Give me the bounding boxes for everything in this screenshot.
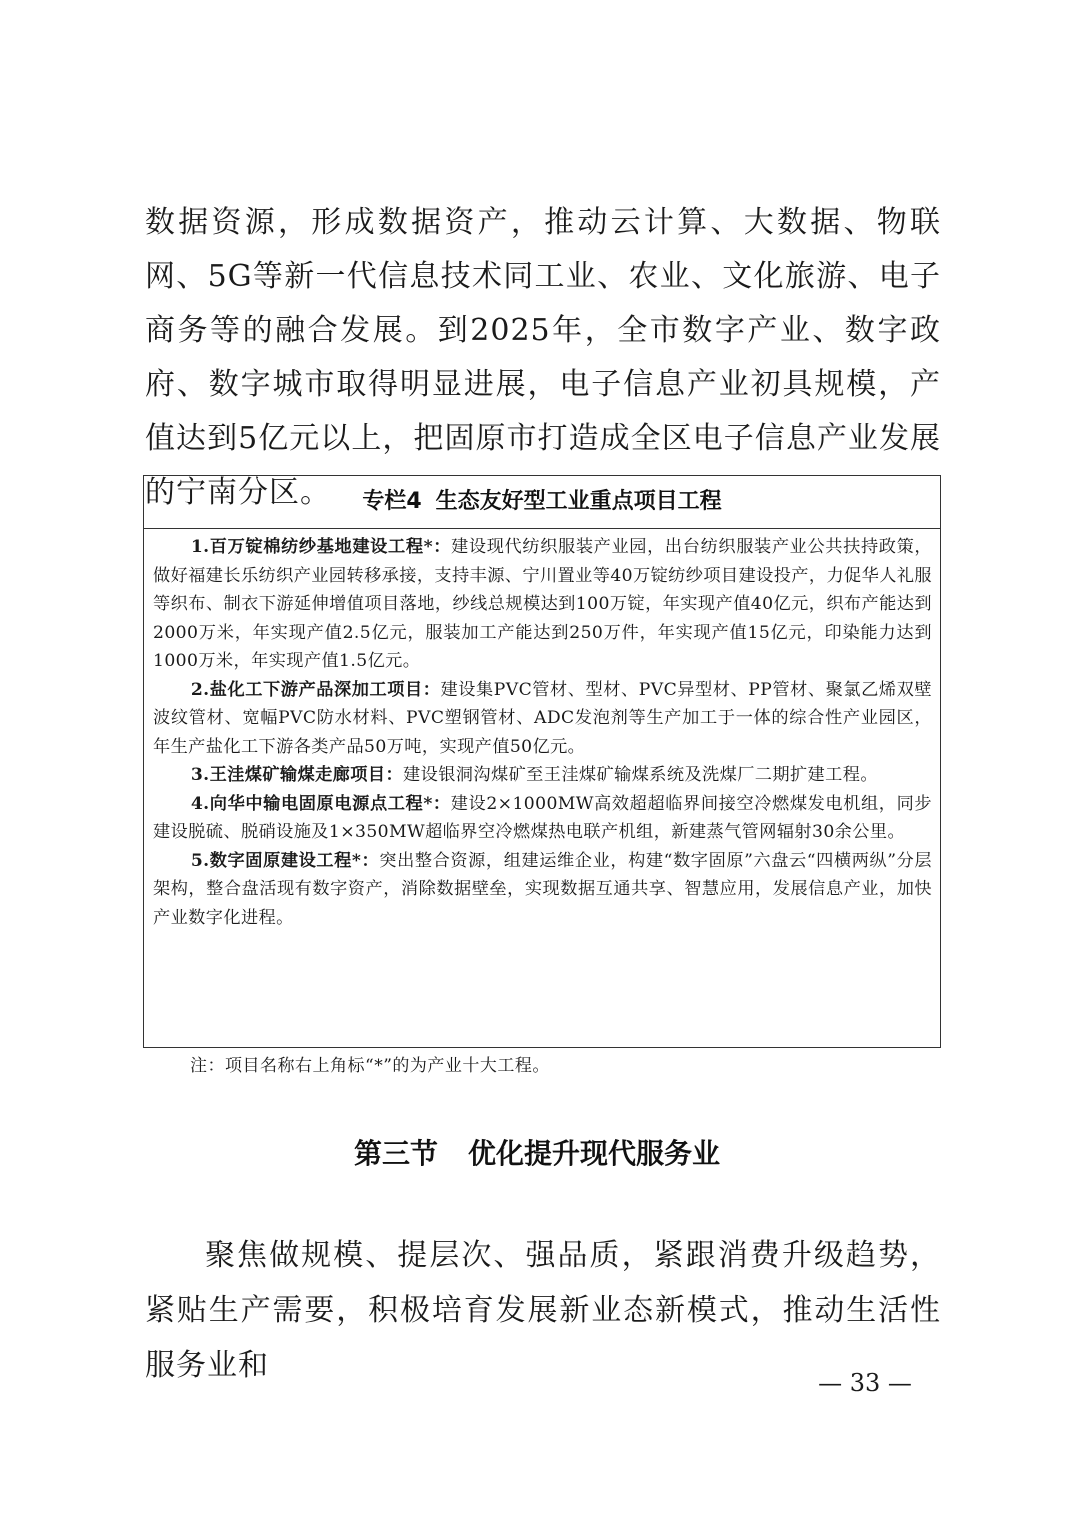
project-heading: 1.百万锭棉纺纱基地建设工程*：	[190, 537, 452, 557]
project-item	[153, 790, 932, 847]
section-label: 第三节	[353, 1137, 438, 1170]
project-heading: 4.向华中输电固原电源点工程*：	[190, 793, 451, 814]
column-box-title-text: 生态友好型工业重点项目工程	[435, 489, 722, 514]
project-text: 建设银洞沟煤矿至王洼煤矿输煤系统及洗煤厂二期扩建工程。	[403, 765, 878, 785]
project-item	[153, 533, 932, 676]
project-item	[153, 761, 932, 790]
project-text: 建设现代纺织服装产业园，出台纺织服装产业公共扶持政策，做好福建长乐纺织产业园转移承接，支持丰源、宁川置业等40万锭纺纱项目建设投产，力促华人礼服等织布、制衣下游延伸增值项目落地，纱线总规模达到100万锭，年实现产值40亿元，织布产能达到2000万米，年实现产值2.5亿元，服装加工产能达到250万件，年实现产值15亿元，印染能力达到1000万米，年实现产值1.5亿元。	[153, 537, 932, 671]
column-box-number: 专栏4	[362, 489, 422, 514]
project-heading: 5.数字固原建设工程*：	[190, 850, 380, 871]
project-text: 建设2×1000MW高效超超临界间接空冷燃煤发电机组，同步建设脱硫、脱硝设施及1×350MW超临界空冷燃煤热电联产机组，新建蒸气管网辐射30余公里。	[153, 793, 932, 842]
project-heading: 3.王洼煤矿输煤走廊项目：	[190, 765, 404, 785]
project-text: 突出整合资源，组建运维企业，构建“数字固原”六盘云“四横两纵”分层架构，整合盘活现有数字资产，消除数据壁垒，实现数据互通共享、智慧应用，发展信息产业，加快产业数字化进程。	[153, 850, 933, 928]
project-text: 建设集PVC管材、型材、PVC异型材、PP管材、聚氯乙烯双壁波纹管材、宽幅PVC防水材料、PVC塑钢管材、ADC发泡剂等生产加工于一体的综合性产业园区，年生产盐化工下游各类产品50万吨，实现产值50亿元。	[153, 679, 933, 757]
footnote: 注：项目名称右上角标“*”的为产业十大工程。	[190, 1056, 550, 1076]
column-box-body	[144, 529, 940, 932]
column-box	[143, 475, 941, 1048]
page-number: — 33 —	[818, 1369, 912, 1397]
project-item	[153, 847, 932, 933]
section-title: 优化提升现代服务业	[468, 1137, 721, 1170]
project-item	[153, 676, 932, 762]
project-heading: 2.盐化工下游产品深加工项目：	[190, 679, 441, 700]
intro-paragraph: 数据资源，形成数据资产，推动云计算、大数据、物联网、5G等新一代信息技术同工业、农业、文化旅游、电子商务等的融合发展。到2025年，全市数字产业、数字政府、数字城市取得明显进展，电子信息产业初具规模，产值达到5亿元以上，把固原市打造成全区电子信息产业发展的宁南分区。	[145, 205, 941, 510]
body-paragraph: 聚焦做规模、提层次、强品质，紧跟消费升级趋势，紧贴生产需要，积极培育发展新业态新模式，推动生活性服务业和	[145, 1238, 941, 1383]
section-heading	[0, 1132, 1074, 1176]
column-box-title	[144, 476, 940, 529]
